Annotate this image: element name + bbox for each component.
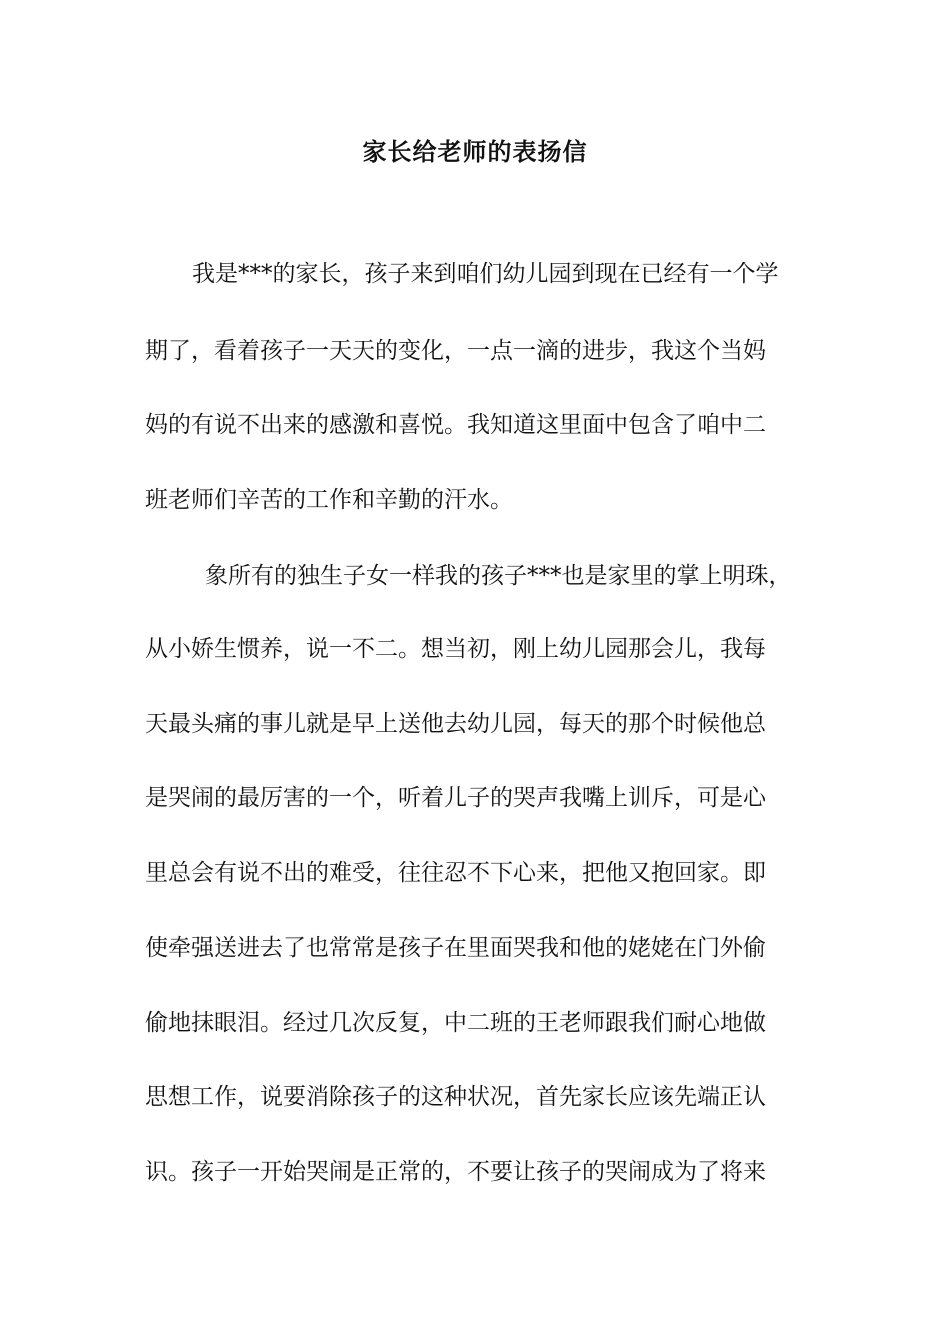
paragraph-line: 天最头痛的事儿就是早上送他去幼儿园，每天的那个时候他总 [145, 711, 766, 737]
paragraph-line: 使牵强送进去了也常常是孩子在里面哭我和他的姥姥在门外偷 [145, 935, 766, 961]
paragraph-line: 我是***的家长，孩子来到咱们幼儿园到现在已经有一个学 [192, 261, 779, 287]
paragraph-line: 里总会有说不出的难受，往往忍不下心来，把他又抱回家。即 [145, 860, 766, 886]
paragraph-line: 偷地抹眼泪。经过几次反复，中二班的王老师跟我们耐心地做 [145, 1010, 766, 1036]
paragraph-line: 期了，看着孩子一天天的变化，一点一滴的进步，我这个当妈 [145, 338, 766, 364]
paragraph-line: 是哭闹的最厉害的一个，听着儿子的哭声我嘴上训斥，可是心 [145, 785, 766, 811]
paragraph-line: 思想工作，说要消除孩子的这种状况，首先家长应该先端正认 [145, 1084, 766, 1110]
document-title: 家长给老师的表扬信 [362, 137, 588, 166]
paragraph-line: 班老师们辛苦的工作和辛勤的汗水。 [145, 487, 513, 513]
paragraph-line: 从小娇生惯养，说一不二。想当初，刚上幼儿园那会儿，我每 [145, 636, 766, 662]
paragraph-line: 妈的有说不出来的感激和喜悦。我知道这里面中包含了咱中二 [145, 412, 766, 438]
paragraph-line: 识。孩子一开始哭闹是正常的，不要让孩子的哭闹成为了将来 [145, 1159, 766, 1185]
paragraph-line: 象所有的独生子女一样我的孩子***也是家里的掌上明珠， [205, 563, 792, 589]
